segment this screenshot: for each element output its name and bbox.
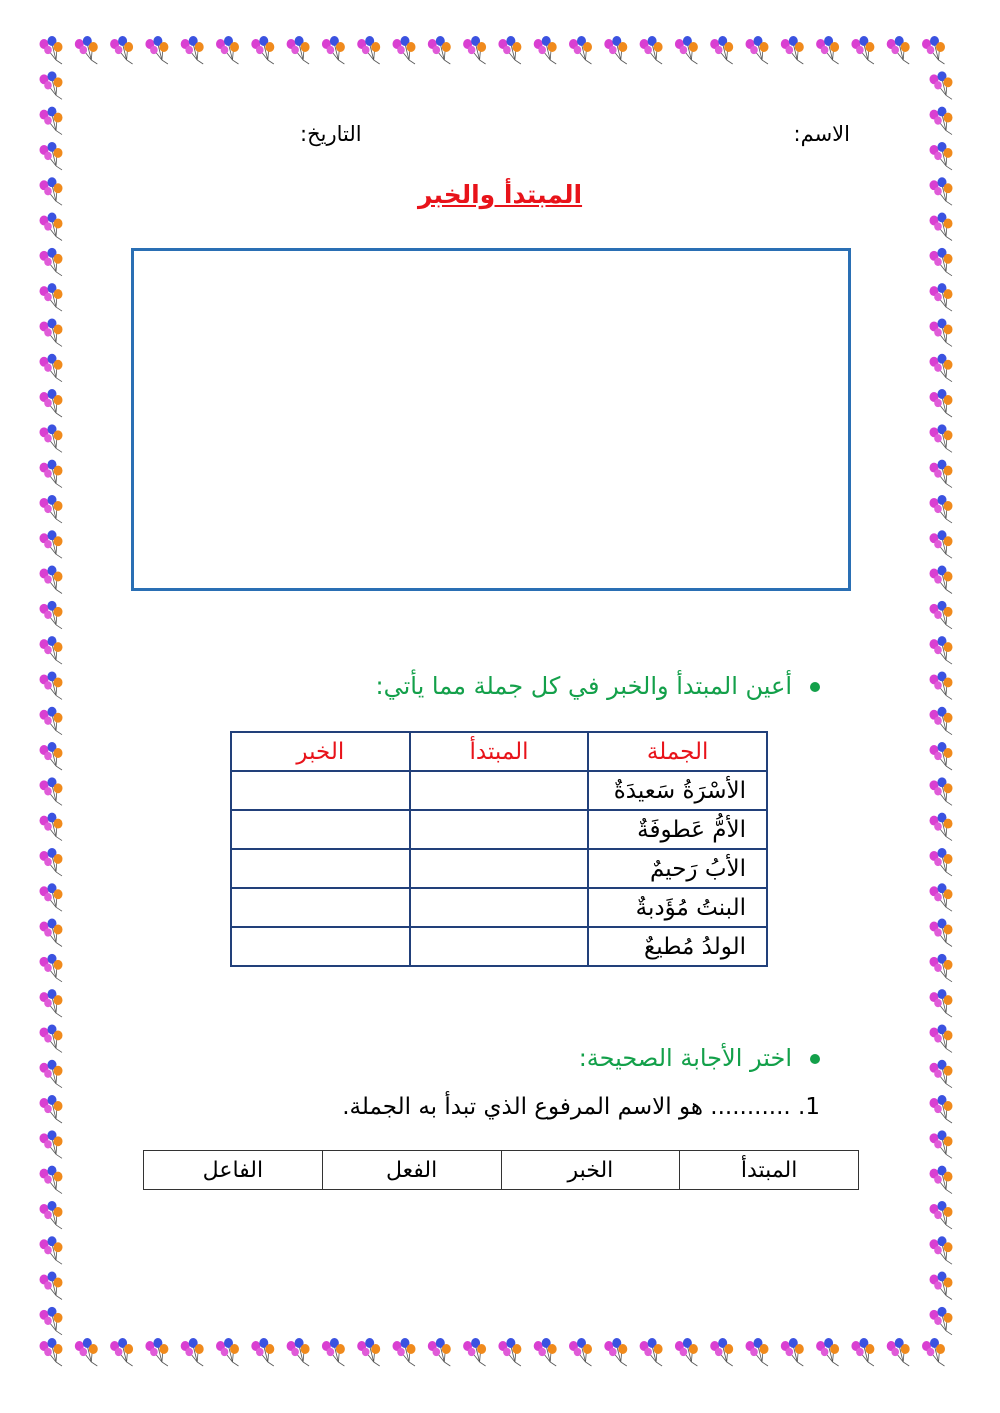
balloon-icon xyxy=(40,954,63,982)
balloon-icon xyxy=(75,1338,98,1366)
balloon-icon xyxy=(463,1338,486,1366)
balloon-icon xyxy=(781,36,804,64)
balloon-icon xyxy=(534,36,557,64)
name-label: الاسم: xyxy=(793,122,850,146)
balloon-icon xyxy=(930,1024,953,1052)
sentence-cell: البنتُ مُؤَدبةٌ xyxy=(588,888,767,927)
balloon-icon xyxy=(40,1166,63,1194)
balloon-icon xyxy=(887,1338,910,1366)
balloon-icon xyxy=(40,989,63,1017)
balloon-icon xyxy=(40,742,63,770)
balloon-icon xyxy=(922,36,945,64)
balloon-icon xyxy=(145,36,168,64)
balloon-icon xyxy=(393,36,416,64)
predicate-answer-cell[interactable] xyxy=(231,810,410,849)
balloon-icon xyxy=(930,1095,953,1123)
balloon-icon xyxy=(40,1201,63,1229)
balloon-icon xyxy=(930,919,953,947)
balloon-icon xyxy=(357,36,380,64)
balloon-icon xyxy=(534,1338,557,1366)
balloon-icon xyxy=(930,460,953,488)
balloon-icon xyxy=(498,36,521,64)
balloon-icon xyxy=(930,1307,953,1335)
balloon-icon xyxy=(110,36,133,64)
balloon-icon xyxy=(357,1338,380,1366)
balloon-icon xyxy=(930,283,953,311)
subject-answer-cell[interactable] xyxy=(410,927,589,966)
balloon-icon xyxy=(216,1338,239,1366)
balloon-icon xyxy=(322,1338,345,1366)
balloon-icon xyxy=(930,1272,953,1300)
bullet-icon xyxy=(810,1054,820,1064)
balloon-icon xyxy=(40,213,63,241)
balloon-icon xyxy=(930,213,953,241)
balloon-icon xyxy=(930,848,953,876)
balloon-icon xyxy=(746,36,769,64)
balloon-icon xyxy=(75,36,98,64)
balloon-icon xyxy=(675,36,698,64)
balloon-icon xyxy=(40,530,63,558)
balloon-icon xyxy=(930,566,953,594)
date-label: التاريخ: xyxy=(300,122,362,146)
balloon-icon xyxy=(40,389,63,417)
header-subject: المبتدأ xyxy=(410,732,589,771)
balloon-icon xyxy=(930,989,953,1017)
balloon-icon xyxy=(851,36,874,64)
balloon-icon xyxy=(181,1338,204,1366)
balloon-icon xyxy=(40,1272,63,1300)
balloon-icon xyxy=(40,707,63,735)
balloon-icon xyxy=(930,671,953,699)
balloon-icon xyxy=(463,36,486,64)
balloon-icon xyxy=(930,883,953,911)
balloon-icon xyxy=(746,1338,769,1366)
balloon-icon xyxy=(930,742,953,770)
balloon-icon xyxy=(40,248,63,276)
balloon-icon xyxy=(40,354,63,382)
sentences-table xyxy=(230,731,768,967)
explanation-box xyxy=(131,248,851,591)
balloon-icon xyxy=(930,389,953,417)
balloon-icon xyxy=(40,1307,63,1335)
balloon-icon xyxy=(930,601,953,629)
balloon-icon xyxy=(251,36,274,64)
balloon-icon xyxy=(40,36,63,64)
option-predicate[interactable]: الخبر xyxy=(501,1151,680,1190)
instruction-choose xyxy=(579,1044,820,1072)
balloon-icon xyxy=(287,1338,310,1366)
option-verb[interactable]: الفعل xyxy=(322,1151,501,1190)
balloon-icon xyxy=(40,777,63,805)
question-1: 1. ........... هو الاسم المرفوع الذي تبدأ به الجملة. xyxy=(342,1094,820,1120)
balloon-icon xyxy=(40,1024,63,1052)
header-predicate: الخبر xyxy=(231,732,410,771)
balloon-icon xyxy=(851,1338,874,1366)
table-row xyxy=(231,771,767,810)
instruction-text: أعين المبتدأ والخبر في كل جملة مما يأتي: xyxy=(375,672,792,700)
balloon-icon xyxy=(930,1201,953,1229)
balloon-icon xyxy=(40,460,63,488)
predicate-answer-cell[interactable] xyxy=(231,888,410,927)
subject-answer-cell[interactable] xyxy=(410,849,589,888)
balloon-icon xyxy=(569,1338,592,1366)
sentence-cell: الأمُّ عَطوفَةٌ xyxy=(588,810,767,849)
balloon-icon xyxy=(40,1130,63,1158)
balloon-icon xyxy=(604,1338,627,1366)
balloon-icon xyxy=(675,1338,698,1366)
sentence-cell: الولدُ مُطيعٌ xyxy=(588,927,767,966)
table-row xyxy=(231,849,767,888)
balloon-icon xyxy=(40,601,63,629)
balloon-icon xyxy=(930,354,953,382)
balloon-icon xyxy=(930,530,953,558)
balloon-icon xyxy=(640,1338,663,1366)
balloon-icon xyxy=(181,36,204,64)
balloon-icon xyxy=(393,1338,416,1366)
balloon-icon xyxy=(40,142,63,170)
subject-answer-cell[interactable] xyxy=(410,771,589,810)
subject-answer-cell[interactable] xyxy=(410,888,589,927)
balloon-icon xyxy=(930,777,953,805)
header-sentence: الجملة xyxy=(588,732,767,771)
balloon-icon xyxy=(40,813,63,841)
table-header-row xyxy=(231,732,767,771)
balloon-icon xyxy=(216,36,239,64)
balloon-icon xyxy=(40,1095,63,1123)
balloon-icon xyxy=(930,813,953,841)
balloon-icon xyxy=(428,36,451,64)
subject-answer-cell[interactable] xyxy=(410,810,589,849)
balloon-icon xyxy=(40,848,63,876)
balloon-icon xyxy=(40,883,63,911)
balloon-icon xyxy=(930,142,953,170)
balloon-icon xyxy=(930,71,953,99)
balloon-icon xyxy=(922,1338,945,1366)
balloon-icon xyxy=(251,1338,274,1366)
balloon-icon xyxy=(604,36,627,64)
balloon-icon xyxy=(930,1166,953,1194)
answer-options xyxy=(143,1150,859,1190)
balloon-icon xyxy=(40,566,63,594)
balloon-icon xyxy=(40,424,63,452)
balloon-icon xyxy=(40,495,63,523)
balloon-icon xyxy=(40,1338,63,1366)
balloon-icon xyxy=(640,36,663,64)
balloon-icon xyxy=(40,1060,63,1088)
balloon-icon xyxy=(322,36,345,64)
balloon-icon xyxy=(145,1338,168,1366)
balloon-icon xyxy=(930,318,953,346)
balloon-icon xyxy=(428,1338,451,1366)
balloon-icon xyxy=(40,283,63,311)
balloon-icon xyxy=(710,36,733,64)
balloon-icon xyxy=(930,248,953,276)
table-row xyxy=(231,927,767,966)
balloon-icon xyxy=(816,1338,839,1366)
balloon-icon xyxy=(40,671,63,699)
sentence-cell: الأسْرَةُ سَعيدَةٌ xyxy=(588,771,767,810)
balloon-icon xyxy=(110,1338,133,1366)
options-row xyxy=(144,1151,859,1190)
balloon-icon xyxy=(930,636,953,664)
balloon-icon xyxy=(930,954,953,982)
balloon-icon xyxy=(930,495,953,523)
predicate-answer-cell[interactable] xyxy=(231,927,410,966)
balloon-icon xyxy=(930,1130,953,1158)
balloon-icon xyxy=(930,1236,953,1264)
balloon-icon xyxy=(930,707,953,735)
table-row xyxy=(231,810,767,849)
option-subject[interactable]: المبتدأ xyxy=(680,1151,859,1190)
balloon-icon xyxy=(887,36,910,64)
balloon-icon xyxy=(40,1236,63,1264)
table-row xyxy=(231,888,767,927)
balloon-icon xyxy=(40,636,63,664)
instruction-text: اختر الأجابة الصحيحة: xyxy=(578,1044,792,1072)
balloon-icon xyxy=(40,919,63,947)
balloon-icon xyxy=(710,1338,733,1366)
balloon-icon xyxy=(287,36,310,64)
instruction-identify xyxy=(376,672,820,700)
balloon-icon xyxy=(930,424,953,452)
balloon-icon xyxy=(930,107,953,135)
balloon-icon xyxy=(816,36,839,64)
balloon-icon xyxy=(569,36,592,64)
option-doer[interactable]: الفاعل xyxy=(144,1151,323,1190)
balloon-icon xyxy=(40,71,63,99)
balloon-icon xyxy=(40,107,63,135)
predicate-answer-cell[interactable] xyxy=(231,771,410,810)
sentence-cell: الأبُ رَحيمٌ xyxy=(588,849,767,888)
bullet-icon xyxy=(810,682,820,692)
predicate-answer-cell[interactable] xyxy=(231,849,410,888)
balloon-icon xyxy=(930,1060,953,1088)
page-title: المبتدأ والخبر xyxy=(417,180,583,209)
balloon-icon xyxy=(498,1338,521,1366)
balloon-icon xyxy=(781,1338,804,1366)
balloon-icon xyxy=(40,318,63,346)
